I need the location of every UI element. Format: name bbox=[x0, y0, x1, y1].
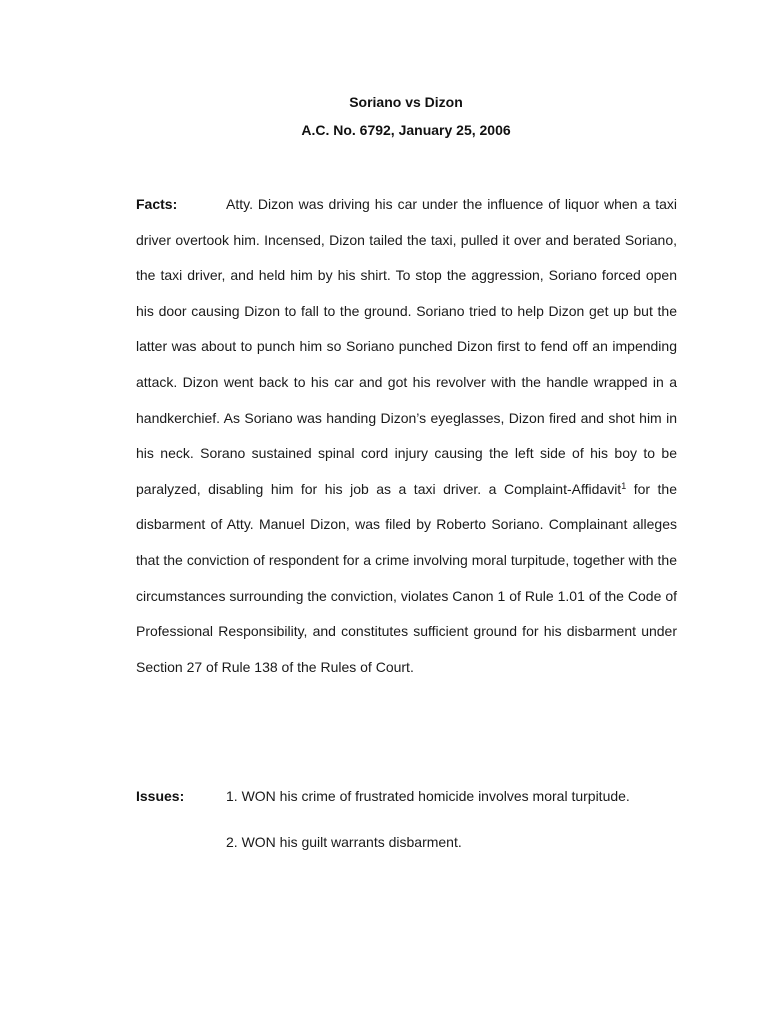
case-title: Soriano vs Dizon bbox=[349, 94, 463, 110]
facts-text-part-1: Atty. Dizon was driving his car under the influence of liquor when a taxi driver overtook him. Incensed, Dizon tailed the taxi, pulled it over and berated Soriano, the taxi driver, and held him by his shirt. To stop the aggression, Soriano forced open his door causing Dizon to fall to the ground. Soriano tried to help Dizon get up but the latter was about to punch him so Soriano punched Dizon first to fend off an impending attack. Dizon went back to his car and got his revolver with the handle wrapped in a handkerchief. As Soriano was handing Dizon’s eyeglasses, Dizon fired and shot him in his neck. Sorano sustained spinal cord injury causing the left side of his boy to be paralyzed, disabling him for his job as a taxi driver. a Complaint-Affidavit bbox=[136, 196, 677, 497]
case-citation: A.C. No. 6792, January 25, 2006 bbox=[301, 122, 511, 138]
facts-text-part-2: for the disbarment of Atty. Manuel Dizon, was filed by Roberto Soriano. Complainant alleges that the conviction of respondent for a crime involving moral turpitude, together with the circumstances surrounding the conviction, violates Canon 1 of Rule 1.01 of the Code of Professional Responsibility, and constitutes sufficient ground for his disbarment under Section 27 of Rule 138 of the Rules of Court. bbox=[136, 480, 677, 675]
facts-paragraph bbox=[136, 187, 677, 685]
issues-label: Issues: bbox=[136, 788, 185, 804]
facts-label: Facts: bbox=[136, 196, 178, 212]
issue-item: 1. WON his crime of frustrated homicide involves moral turpitude. bbox=[226, 788, 630, 804]
footnote-reference: 1 bbox=[621, 480, 627, 491]
issue-item: 2. WON his guilt warrants disbarment. bbox=[226, 834, 462, 850]
